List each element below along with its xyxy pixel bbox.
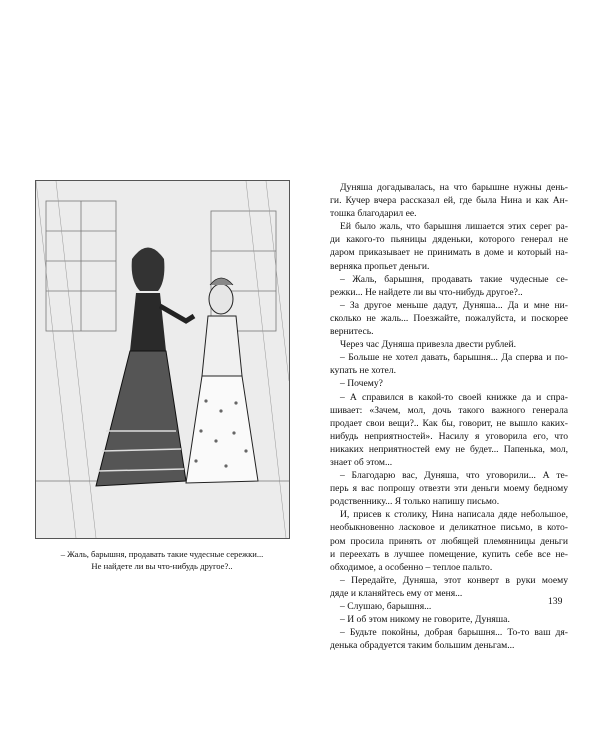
text-line: режки... Не найдете ли вы что-нибудь другое?.. [330,286,523,298]
caption-line: – Жаль, барышня, продавать такие чудесные сережки... [60,549,264,559]
text-line: обходимое, а особенно – теплое пальто. [330,561,493,573]
text-line: даром приказывает не принимать в доме и который на- [330,247,568,259]
caption-line: Не найдете ли вы что-нибудь другое?.. [91,561,233,571]
text-line: – Благодарю вас, Дуняша, что уговорили... А те- [340,470,568,482]
text-line: шивает: «Зачем, мол, дочь такого важного генерала [330,404,568,416]
page-text [330,181,568,652]
paragraph [330,613,568,626]
paragraph [330,338,568,351]
text-line: дяде и кланяйтесь ему от меня... [330,587,463,599]
paragraph [330,181,568,220]
text-line: продает свои вещи?.. Как бы, говорит, не вышло каких- [330,417,568,429]
text-line: – И об этом никому не говорите, Дуняша. [340,614,510,626]
illustration-drawing [36,181,289,538]
text-line: никаких неприятностей ему не будет... Папенька, мол, [330,443,568,455]
text-line: нибудь неприятностей». Насилу я уговорила его, что [330,430,568,442]
paragraph [330,626,568,652]
text-line: – Будьте покойны, добрая барышня... То-то ваш дя- [340,627,568,639]
text-line: ром просила принять от любящей племянницы деньги [330,535,568,547]
text-line: тошка благодарил ее. [330,208,417,220]
paragraph [330,351,568,377]
text-line: ди какого-то пьяницы дяденьки, которого генерал не [330,234,568,246]
paragraph [330,574,568,600]
paragraph [330,391,568,470]
page-number: 139 [548,596,563,607]
text-line: вернитесь. [330,326,374,338]
text-line: верняка пропьет деньги. [330,260,430,272]
paragraph [330,377,568,390]
text-line: знает об этом... [330,456,393,468]
text-line: Дуняша догадывалась, на что барышне нужны день- [340,182,568,193]
text-line: денька обрадуется таким большим деньгам... [330,640,515,652]
illustration-caption [28,548,296,572]
text-line: – Почему? [340,378,383,390]
text-line: и переехать в лучшее помещение, купить себе все не- [330,548,568,560]
text-line: необыкновенно ласковое и деликатное письмо, в кото- [330,522,568,534]
text-line: – Передайте, Дуняша, этот конверт в руки моему [340,574,568,586]
paragraph [330,273,568,299]
text-line: – Больше не хотел давать, барышня... Да сперва и по- [340,352,568,364]
text-line: перь я вас попрошу отвезти эти деньги моему бедному [330,483,568,495]
text-line: – А справился в какой-то своей книжке да и спра- [340,391,568,403]
text-line: купать не хотел. [330,365,396,377]
paragraph [330,600,568,613]
text-line: И, присев к столику, Нина написала дяде небольшое, [340,509,568,521]
paragraph [330,220,568,272]
text-line: – Жаль, барышня, продавать такие чудесные се- [340,273,568,285]
text-line: – Слушаю, барышня... [340,601,432,612]
text-line: сколько не жаль... Поезжайте, пожалуйста, и поскорее [330,312,568,324]
text-line: Через час Дуняша привезла двести рублей. [340,339,517,351]
text-line: родственнику... Я только напишу письмо. [330,496,500,508]
paragraph [330,299,568,338]
text-line: Ей было жаль, что барышня лишается этих серег ра- [340,221,568,233]
paragraph [330,469,568,508]
illustration [35,180,290,539]
text-line: – За другое меньше дадут, Дуняша... Да и мне ни- [340,299,568,311]
text-line: ги. Кучер вчера рассказал ей, где была Нина и как Ан- [330,195,568,207]
paragraph [330,508,568,573]
